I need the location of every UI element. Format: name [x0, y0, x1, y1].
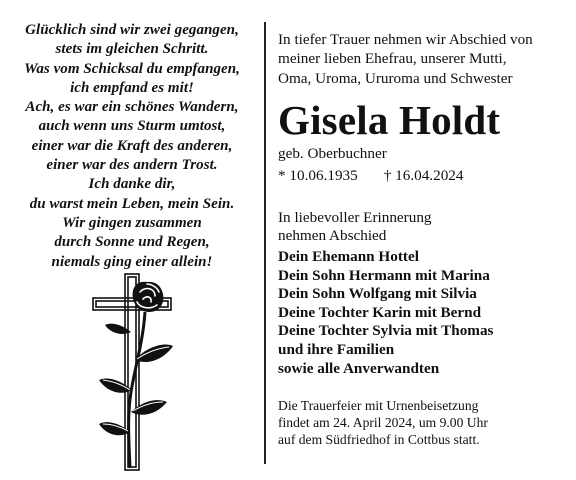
poem-line: Ach, es war ein schönes Wandern, [25, 99, 239, 116]
poem-line: Glücklich sind wir zwei gegangen, [25, 22, 239, 38]
mourner-line: sowie alle Anverwandten [278, 359, 440, 377]
poem-line: einer war des andern Trost. [46, 157, 218, 174]
poem-line: Was vom Schicksal du empfangen, [24, 60, 240, 77]
deceased-name: Gisela Holdt [278, 97, 501, 143]
intro-text [278, 30, 574, 88]
farewell-line: nehmen Abschied [278, 227, 387, 244]
mourner-line: Dein Sohn Wolfgang mit Silvia [278, 285, 477, 303]
cross-with-rose-icon [85, 272, 185, 472]
mourner-line: und ihre Familien [278, 340, 395, 358]
intro-line: In tiefer Trauer nehmen wir Abschied von [278, 31, 533, 48]
poem [0, 21, 264, 272]
farewell-line: In liebevoller Erinnerung [278, 209, 432, 226]
birth-date: * 10.06.1935 [278, 167, 358, 184]
poem-line: auch wenn uns Sturm umtost, [38, 118, 226, 135]
mourner-line: Dein Sohn Hermann mit Marina [278, 266, 490, 284]
poem-line: Ich danke dir, [88, 176, 176, 193]
poem-line: ich empfand es mit! [70, 79, 194, 96]
mourner-line: Deine Tochter Sylvia mit Thomas [278, 322, 494, 340]
poem-line: Wir gingen zusammen [62, 214, 202, 231]
death-date: † 16.04.2024 [383, 167, 464, 184]
mourners-list [278, 248, 493, 378]
service-line: findet am 24. April 2024, um 9.00 Uhr [278, 415, 488, 430]
poem-line: stets im gleichen Schritt. [55, 41, 209, 58]
service-notice [278, 397, 488, 448]
column-divider [264, 22, 266, 464]
life-dates [278, 167, 463, 185]
poem-line: niemals ging einer allein! [51, 253, 213, 270]
service-line: auf dem Südfriedhof in Cottbus statt. [278, 432, 480, 447]
intro-line: meiner lieben Ehefrau, unserer Mutti, [278, 50, 507, 68]
birth-name: geb. Oberbuchner [278, 145, 387, 162]
mourner-line: Deine Tochter Karin mit Bernd [278, 303, 482, 321]
poem-line: einer war die Kraft des anderen, [31, 137, 233, 154]
service-line: Die Trauerfeier mit Urnenbeisetzung [278, 398, 479, 413]
left-column [0, 0, 264, 480]
poem-line: durch Sonne und Regen, [54, 234, 210, 251]
intro-line: Oma, Uroma, Ururoma und Schwester [278, 69, 513, 87]
poem-line: du warst mein Leben, mein Sein. [29, 195, 235, 212]
mourner-line: Dein Ehemann Hottel [278, 248, 419, 265]
farewell-text [278, 209, 432, 245]
